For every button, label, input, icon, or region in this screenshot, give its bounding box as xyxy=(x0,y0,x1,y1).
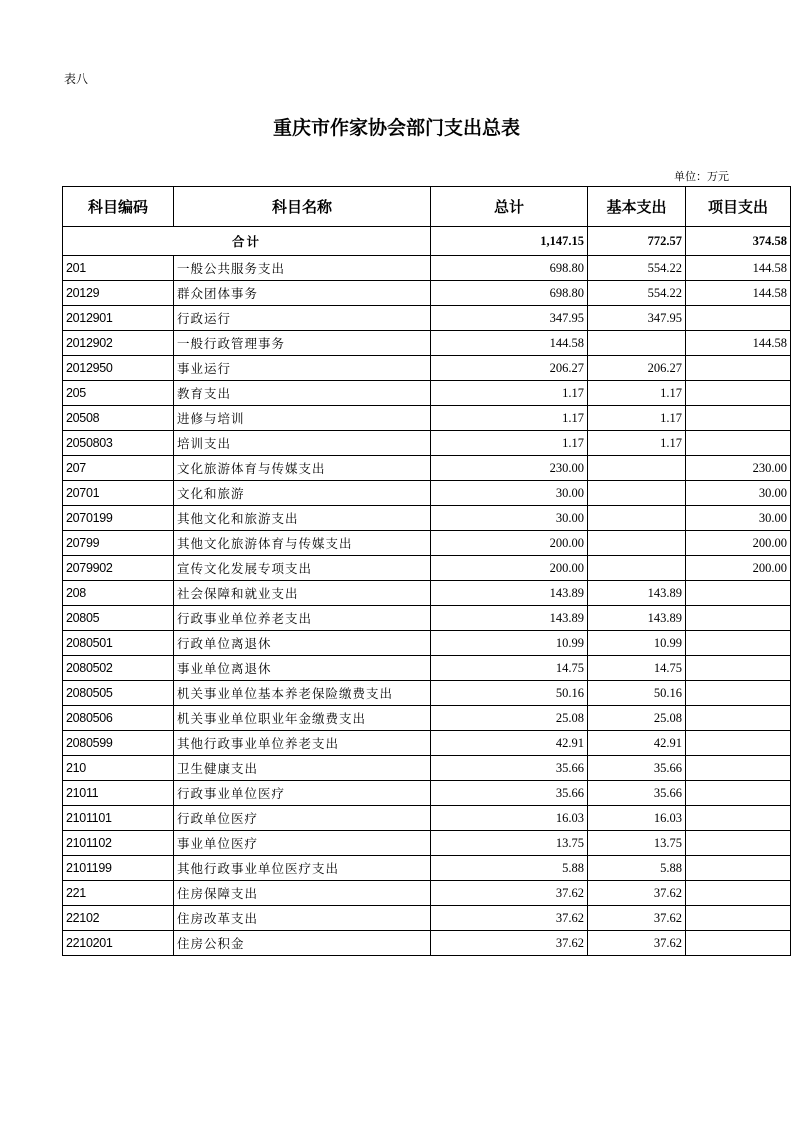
cell-total: 14.75 xyxy=(431,656,588,681)
table-row xyxy=(63,531,791,556)
cell-project xyxy=(686,806,791,831)
table-row xyxy=(63,881,791,906)
cell-project xyxy=(686,606,791,631)
cell-project: 144.58 xyxy=(686,331,791,356)
cell-basic: 50.16 xyxy=(588,681,686,706)
table-row xyxy=(63,456,791,481)
cell-total: 698.80 xyxy=(431,256,588,281)
cell-total: 50.16 xyxy=(431,681,588,706)
cell-name: 社会保障和就业支出 xyxy=(174,581,431,606)
cell-project xyxy=(686,931,791,956)
cell-name: 住房保障支出 xyxy=(174,881,431,906)
header-row xyxy=(63,187,791,227)
table-row xyxy=(63,281,791,306)
cell-total: 30.00 xyxy=(431,506,588,531)
page-title: 重庆市作家协会部门支出总表 xyxy=(272,117,520,139)
cell-code: 2080505 xyxy=(63,681,174,706)
cell-total: 144.58 xyxy=(431,331,588,356)
table-row xyxy=(63,631,791,656)
column-header-name: 科目名称 xyxy=(174,187,431,227)
unit-label: 单位：万元 xyxy=(674,170,729,183)
table-row xyxy=(63,831,791,856)
cell-name: 宣传文化发展专项支出 xyxy=(174,556,431,581)
cell-basic: 10.99 xyxy=(588,631,686,656)
cell-code: 2080502 xyxy=(63,656,174,681)
cell-name: 行政事业单位养老支出 xyxy=(174,606,431,631)
cell-code: 20508 xyxy=(63,406,174,431)
cell-total: 35.66 xyxy=(431,756,588,781)
table-row xyxy=(63,556,791,581)
cell-project: 200.00 xyxy=(686,556,791,581)
cell-project: 200.00 xyxy=(686,531,791,556)
cell-project xyxy=(686,781,791,806)
cell-basic: 1.17 xyxy=(588,381,686,406)
table-row xyxy=(63,781,791,806)
cell-name: 进修与培训 xyxy=(174,406,431,431)
table-row xyxy=(63,706,791,731)
cell-project xyxy=(686,681,791,706)
cell-total: 16.03 xyxy=(431,806,588,831)
cell-basic: 42.91 xyxy=(588,731,686,756)
table-row xyxy=(63,356,791,381)
cell-basic: 206.27 xyxy=(588,356,686,381)
table-row xyxy=(63,731,791,756)
cell-code: 22102 xyxy=(63,906,174,931)
cell-project xyxy=(686,631,791,656)
table-row xyxy=(63,481,791,506)
cell-code: 210 xyxy=(63,756,174,781)
cell-project xyxy=(686,706,791,731)
cell-code: 20805 xyxy=(63,606,174,631)
cell-total: 37.62 xyxy=(431,881,588,906)
cell-basic: 37.62 xyxy=(588,931,686,956)
table-row xyxy=(63,656,791,681)
cell-project: 144.58 xyxy=(686,256,791,281)
table-row xyxy=(63,306,791,331)
cell-total: 30.00 xyxy=(431,481,588,506)
cell-total: 143.89 xyxy=(431,606,588,631)
cell-name: 住房公积金 xyxy=(174,931,431,956)
cell-basic: 5.88 xyxy=(588,856,686,881)
column-header-project: 项目支出 xyxy=(686,187,791,227)
cell-code: 2080599 xyxy=(63,731,174,756)
cell-project xyxy=(686,431,791,456)
cell-basic xyxy=(588,531,686,556)
cell-code: 2079902 xyxy=(63,556,174,581)
column-header-basic: 基本支出 xyxy=(588,187,686,227)
cell-name: 事业单位离退休 xyxy=(174,656,431,681)
cell-basic: 1.17 xyxy=(588,406,686,431)
cell-code: 2012902 xyxy=(63,331,174,356)
cell-code: 2080506 xyxy=(63,706,174,731)
cell-basic: 35.66 xyxy=(588,781,686,806)
cell-name: 机关事业单位基本养老保险缴费支出 xyxy=(174,681,431,706)
table-row xyxy=(63,681,791,706)
cell-project: 230.00 xyxy=(686,456,791,481)
cell-name: 其他文化旅游体育与传媒支出 xyxy=(174,531,431,556)
total-project: 374.58 xyxy=(686,227,791,256)
cell-basic: 16.03 xyxy=(588,806,686,831)
cell-total: 347.95 xyxy=(431,306,588,331)
table-row xyxy=(63,606,791,631)
table-row xyxy=(63,381,791,406)
cell-total: 200.00 xyxy=(431,556,588,581)
cell-total: 25.08 xyxy=(431,706,588,731)
cell-basic xyxy=(588,481,686,506)
cell-basic xyxy=(588,331,686,356)
table-body xyxy=(63,227,791,956)
cell-code: 2050803 xyxy=(63,431,174,456)
cell-basic: 1.17 xyxy=(588,431,686,456)
cell-project xyxy=(686,906,791,931)
cell-total: 206.27 xyxy=(431,356,588,381)
cell-project xyxy=(686,356,791,381)
column-header-total: 总计 xyxy=(431,187,588,227)
cell-name: 行政单位离退休 xyxy=(174,631,431,656)
cell-name: 一般行政管理事务 xyxy=(174,331,431,356)
table-row xyxy=(63,906,791,931)
cell-total: 13.75 xyxy=(431,831,588,856)
table-row xyxy=(63,331,791,356)
cell-code: 2101199 xyxy=(63,856,174,881)
table-row xyxy=(63,256,791,281)
cell-basic: 554.22 xyxy=(588,281,686,306)
cell-basic: 554.22 xyxy=(588,256,686,281)
cell-project xyxy=(686,406,791,431)
cell-name: 文化旅游体育与传媒支出 xyxy=(174,456,431,481)
cell-code: 2080501 xyxy=(63,631,174,656)
cell-name: 事业单位医疗 xyxy=(174,831,431,856)
table-row xyxy=(63,806,791,831)
cell-code: 208 xyxy=(63,581,174,606)
cell-total: 1.17 xyxy=(431,381,588,406)
cell-name: 行政单位医疗 xyxy=(174,806,431,831)
total-label: 合计 xyxy=(63,227,431,256)
cell-basic: 14.75 xyxy=(588,656,686,681)
cell-project xyxy=(686,306,791,331)
cell-name: 文化和旅游 xyxy=(174,481,431,506)
cell-code: 201 xyxy=(63,256,174,281)
total-amount: 1,147.15 xyxy=(431,227,588,256)
cell-name: 培训支出 xyxy=(174,431,431,456)
cell-project xyxy=(686,831,791,856)
cell-code: 20799 xyxy=(63,531,174,556)
cell-name: 行政事业单位医疗 xyxy=(174,781,431,806)
cell-total: 200.00 xyxy=(431,531,588,556)
cell-total: 42.91 xyxy=(431,731,588,756)
cell-name: 机关事业单位职业年金缴费支出 xyxy=(174,706,431,731)
cell-name: 一般公共服务支出 xyxy=(174,256,431,281)
cell-total: 10.99 xyxy=(431,631,588,656)
cell-total: 37.62 xyxy=(431,906,588,931)
cell-project xyxy=(686,856,791,881)
cell-code: 2012950 xyxy=(63,356,174,381)
cell-code: 20129 xyxy=(63,281,174,306)
cell-name: 事业运行 xyxy=(174,356,431,381)
expenditure-table xyxy=(62,186,791,956)
cell-total: 143.89 xyxy=(431,581,588,606)
cell-project xyxy=(686,881,791,906)
cell-name: 其他文化和旅游支出 xyxy=(174,506,431,531)
cell-code: 205 xyxy=(63,381,174,406)
cell-code: 2012901 xyxy=(63,306,174,331)
cell-code: 2101102 xyxy=(63,831,174,856)
cell-basic: 35.66 xyxy=(588,756,686,781)
total-row xyxy=(63,227,791,256)
table-row xyxy=(63,856,791,881)
cell-project xyxy=(686,731,791,756)
cell-basic: 143.89 xyxy=(588,606,686,631)
table-row xyxy=(63,406,791,431)
cell-basic: 347.95 xyxy=(588,306,686,331)
column-header-code: 科目编码 xyxy=(63,187,174,227)
cell-name: 群众团体事务 xyxy=(174,281,431,306)
table-row xyxy=(63,581,791,606)
cell-code: 221 xyxy=(63,881,174,906)
cell-basic: 37.62 xyxy=(588,881,686,906)
cell-total: 698.80 xyxy=(431,281,588,306)
cell-project: 30.00 xyxy=(686,481,791,506)
cell-code: 20701 xyxy=(63,481,174,506)
cell-basic: 13.75 xyxy=(588,831,686,856)
cell-name: 行政运行 xyxy=(174,306,431,331)
table-row xyxy=(63,506,791,531)
cell-project xyxy=(686,756,791,781)
table-row xyxy=(63,931,791,956)
cell-project xyxy=(686,581,791,606)
cell-project: 144.58 xyxy=(686,281,791,306)
cell-name: 其他行政事业单位养老支出 xyxy=(174,731,431,756)
cell-code: 2210201 xyxy=(63,931,174,956)
table-row xyxy=(63,431,791,456)
table-row xyxy=(63,756,791,781)
cell-basic xyxy=(588,556,686,581)
cell-code: 2070199 xyxy=(63,506,174,531)
table-number-label: 表八 xyxy=(64,72,89,86)
cell-name: 教育支出 xyxy=(174,381,431,406)
cell-name: 住房改革支出 xyxy=(174,906,431,931)
cell-code: 2101101 xyxy=(63,806,174,831)
cell-project xyxy=(686,381,791,406)
cell-total: 1.17 xyxy=(431,431,588,456)
cell-name: 其他行政事业单位医疗支出 xyxy=(174,856,431,881)
cell-basic: 37.62 xyxy=(588,906,686,931)
cell-project xyxy=(686,656,791,681)
cell-total: 37.62 xyxy=(431,931,588,956)
cell-project: 30.00 xyxy=(686,506,791,531)
cell-basic xyxy=(588,456,686,481)
cell-total: 5.88 xyxy=(431,856,588,881)
cell-basic xyxy=(588,506,686,531)
cell-name: 卫生健康支出 xyxy=(174,756,431,781)
total-basic: 772.57 xyxy=(588,227,686,256)
cell-total: 1.17 xyxy=(431,406,588,431)
cell-basic: 25.08 xyxy=(588,706,686,731)
cell-total: 230.00 xyxy=(431,456,588,481)
cell-code: 207 xyxy=(63,456,174,481)
cell-basic: 143.89 xyxy=(588,581,686,606)
cell-code: 21011 xyxy=(63,781,174,806)
cell-total: 35.66 xyxy=(431,781,588,806)
